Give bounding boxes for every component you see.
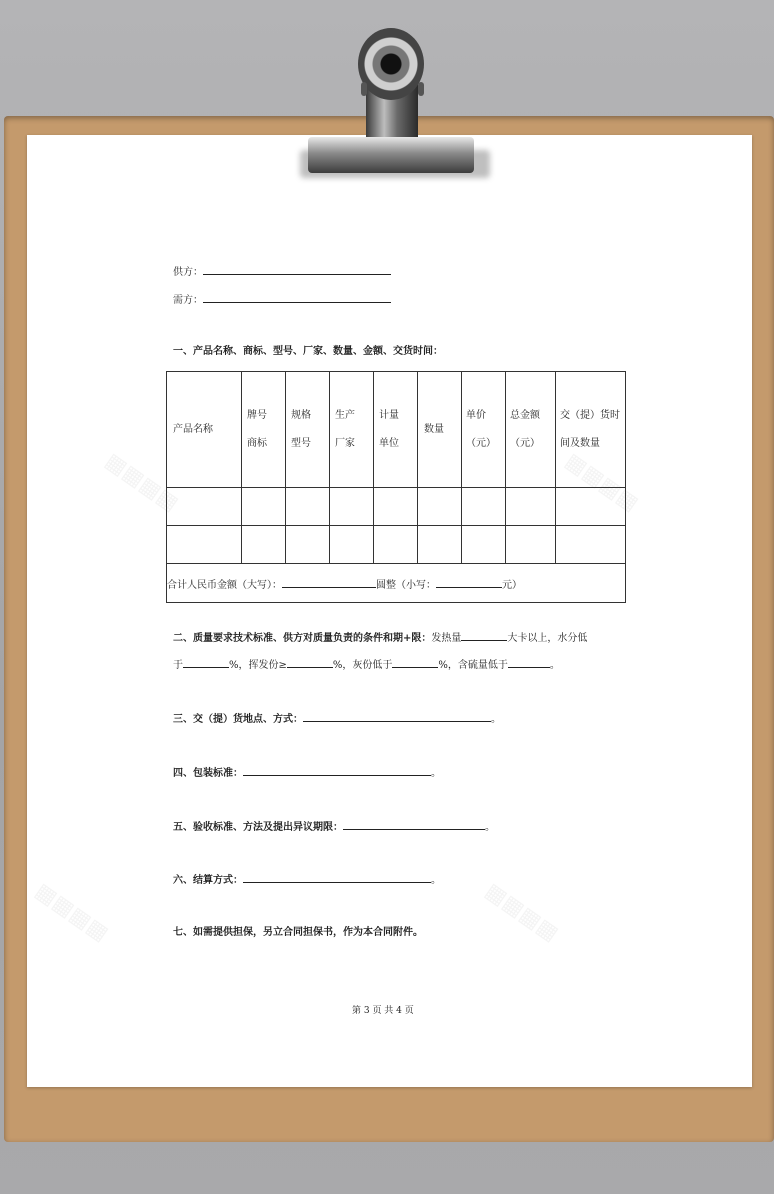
header-cell: 生产 厂家 xyxy=(330,372,374,488)
acceptance-field[interactable] xyxy=(343,819,485,830)
section5-row xyxy=(173,819,495,835)
sulfur-field[interactable] xyxy=(508,657,550,668)
table-row xyxy=(167,488,626,526)
moisture-field[interactable] xyxy=(183,657,229,668)
header-cell: 单价 （元） xyxy=(462,372,506,488)
section5-heading: 五、验收标准、方法及提出异议期限： xyxy=(173,822,343,833)
section2-line2 xyxy=(173,657,560,673)
header-cell: 交（提）货时 间及数量 xyxy=(556,372,626,488)
header-cell: 规格 型号 xyxy=(286,372,330,488)
total-middle-label: 圆整（小写： xyxy=(376,579,436,591)
table-header-row xyxy=(167,372,626,488)
sulfur-label: %，含硫量低于 xyxy=(438,660,508,671)
binder-clip-ring-icon xyxy=(358,28,424,100)
total-label: 合计人民币金额（大写）： xyxy=(167,579,282,591)
watermark: ▦▦▦▦ xyxy=(100,448,183,517)
watermark: ▦▦▦▦ xyxy=(30,878,113,947)
supply-label: 供方： xyxy=(173,267,203,278)
period: 。 xyxy=(431,875,441,886)
page-number: 第 3 页 共 4 页 xyxy=(352,1006,414,1016)
binder-clip xyxy=(308,137,474,173)
heat-label: 发热量 xyxy=(431,633,462,644)
clip-wire xyxy=(418,82,424,96)
header-cell: 数量 xyxy=(418,372,462,488)
section1-heading: 一、产品名称、商标、型号、厂家、数量、金额、交货时间： xyxy=(173,346,443,357)
section3-row xyxy=(173,711,501,727)
goods-table xyxy=(166,371,626,603)
section4-row xyxy=(173,765,441,781)
header-cell: 产品名称 xyxy=(167,372,242,488)
packaging-field[interactable] xyxy=(243,765,431,776)
table-cell[interactable] xyxy=(506,526,556,564)
table-cell[interactable] xyxy=(506,488,556,526)
heat-field[interactable] xyxy=(461,630,507,641)
supply-field[interactable] xyxy=(203,264,391,275)
total-lowercase-field[interactable] xyxy=(436,577,502,588)
table-cell[interactable] xyxy=(286,488,330,526)
section7-heading: 七、如需提供担保，另立合同担保书，作为本合同附件。 xyxy=(173,927,423,938)
table-cell[interactable] xyxy=(242,526,286,564)
section4-heading: 四、包装标准： xyxy=(173,768,243,779)
period: 。 xyxy=(491,714,501,725)
clip-wire xyxy=(361,82,367,96)
volatile-label: %，挥发份≥ xyxy=(229,660,287,671)
table-cell[interactable] xyxy=(242,488,286,526)
ash-field[interactable] xyxy=(392,657,438,668)
table-cell[interactable] xyxy=(374,526,418,564)
section6-row xyxy=(173,872,441,888)
total-cell xyxy=(167,564,626,603)
table-cell[interactable] xyxy=(167,488,242,526)
table-cell[interactable] xyxy=(167,526,242,564)
watermark: ▦▦▦▦ xyxy=(480,878,563,947)
table-cell[interactable] xyxy=(418,526,462,564)
table-cell[interactable] xyxy=(556,526,626,564)
section6-heading: 六、结算方式： xyxy=(173,875,243,886)
period: 。 xyxy=(485,822,495,833)
table-cell[interactable] xyxy=(286,526,330,564)
moisture-label: 于 xyxy=(173,660,183,671)
demand-party-row xyxy=(173,292,391,308)
heat-unit-label: 大卡以上，水分低 xyxy=(507,633,588,644)
header-cell: 牌号 商标 xyxy=(242,372,286,488)
total-suffix-label: 元） xyxy=(502,579,522,591)
table-cell[interactable] xyxy=(330,488,374,526)
period: 。 xyxy=(431,768,441,779)
volatile-field[interactable] xyxy=(287,657,333,668)
demand-label: 需方： xyxy=(173,295,203,306)
header-cell: 计量 单位 xyxy=(374,372,418,488)
table-cell[interactable] xyxy=(462,488,506,526)
demand-field[interactable] xyxy=(203,292,391,303)
section2-line1 xyxy=(173,630,587,646)
delivery-field[interactable] xyxy=(303,711,491,722)
table-cell[interactable] xyxy=(374,488,418,526)
header-cell: 总金额 （元） xyxy=(506,372,556,488)
section2-heading: 二、质量要求技术标准、供方对质量负责的条件和期+限： xyxy=(173,633,432,644)
table-row xyxy=(167,526,626,564)
ash-label: %，灰份低于 xyxy=(332,660,393,671)
period: 。 xyxy=(549,660,560,671)
watermark: ▦▦▦▦ xyxy=(560,448,643,517)
total-row xyxy=(167,564,626,603)
settlement-field[interactable] xyxy=(243,872,431,883)
table-cell[interactable] xyxy=(418,488,462,526)
total-uppercase-field[interactable] xyxy=(282,577,376,588)
table-cell[interactable] xyxy=(462,526,506,564)
supply-party-row xyxy=(173,264,391,280)
table-cell[interactable] xyxy=(556,488,626,526)
section3-heading: 三、交（提）货地点、方式： xyxy=(173,714,303,725)
table-cell[interactable] xyxy=(330,526,374,564)
